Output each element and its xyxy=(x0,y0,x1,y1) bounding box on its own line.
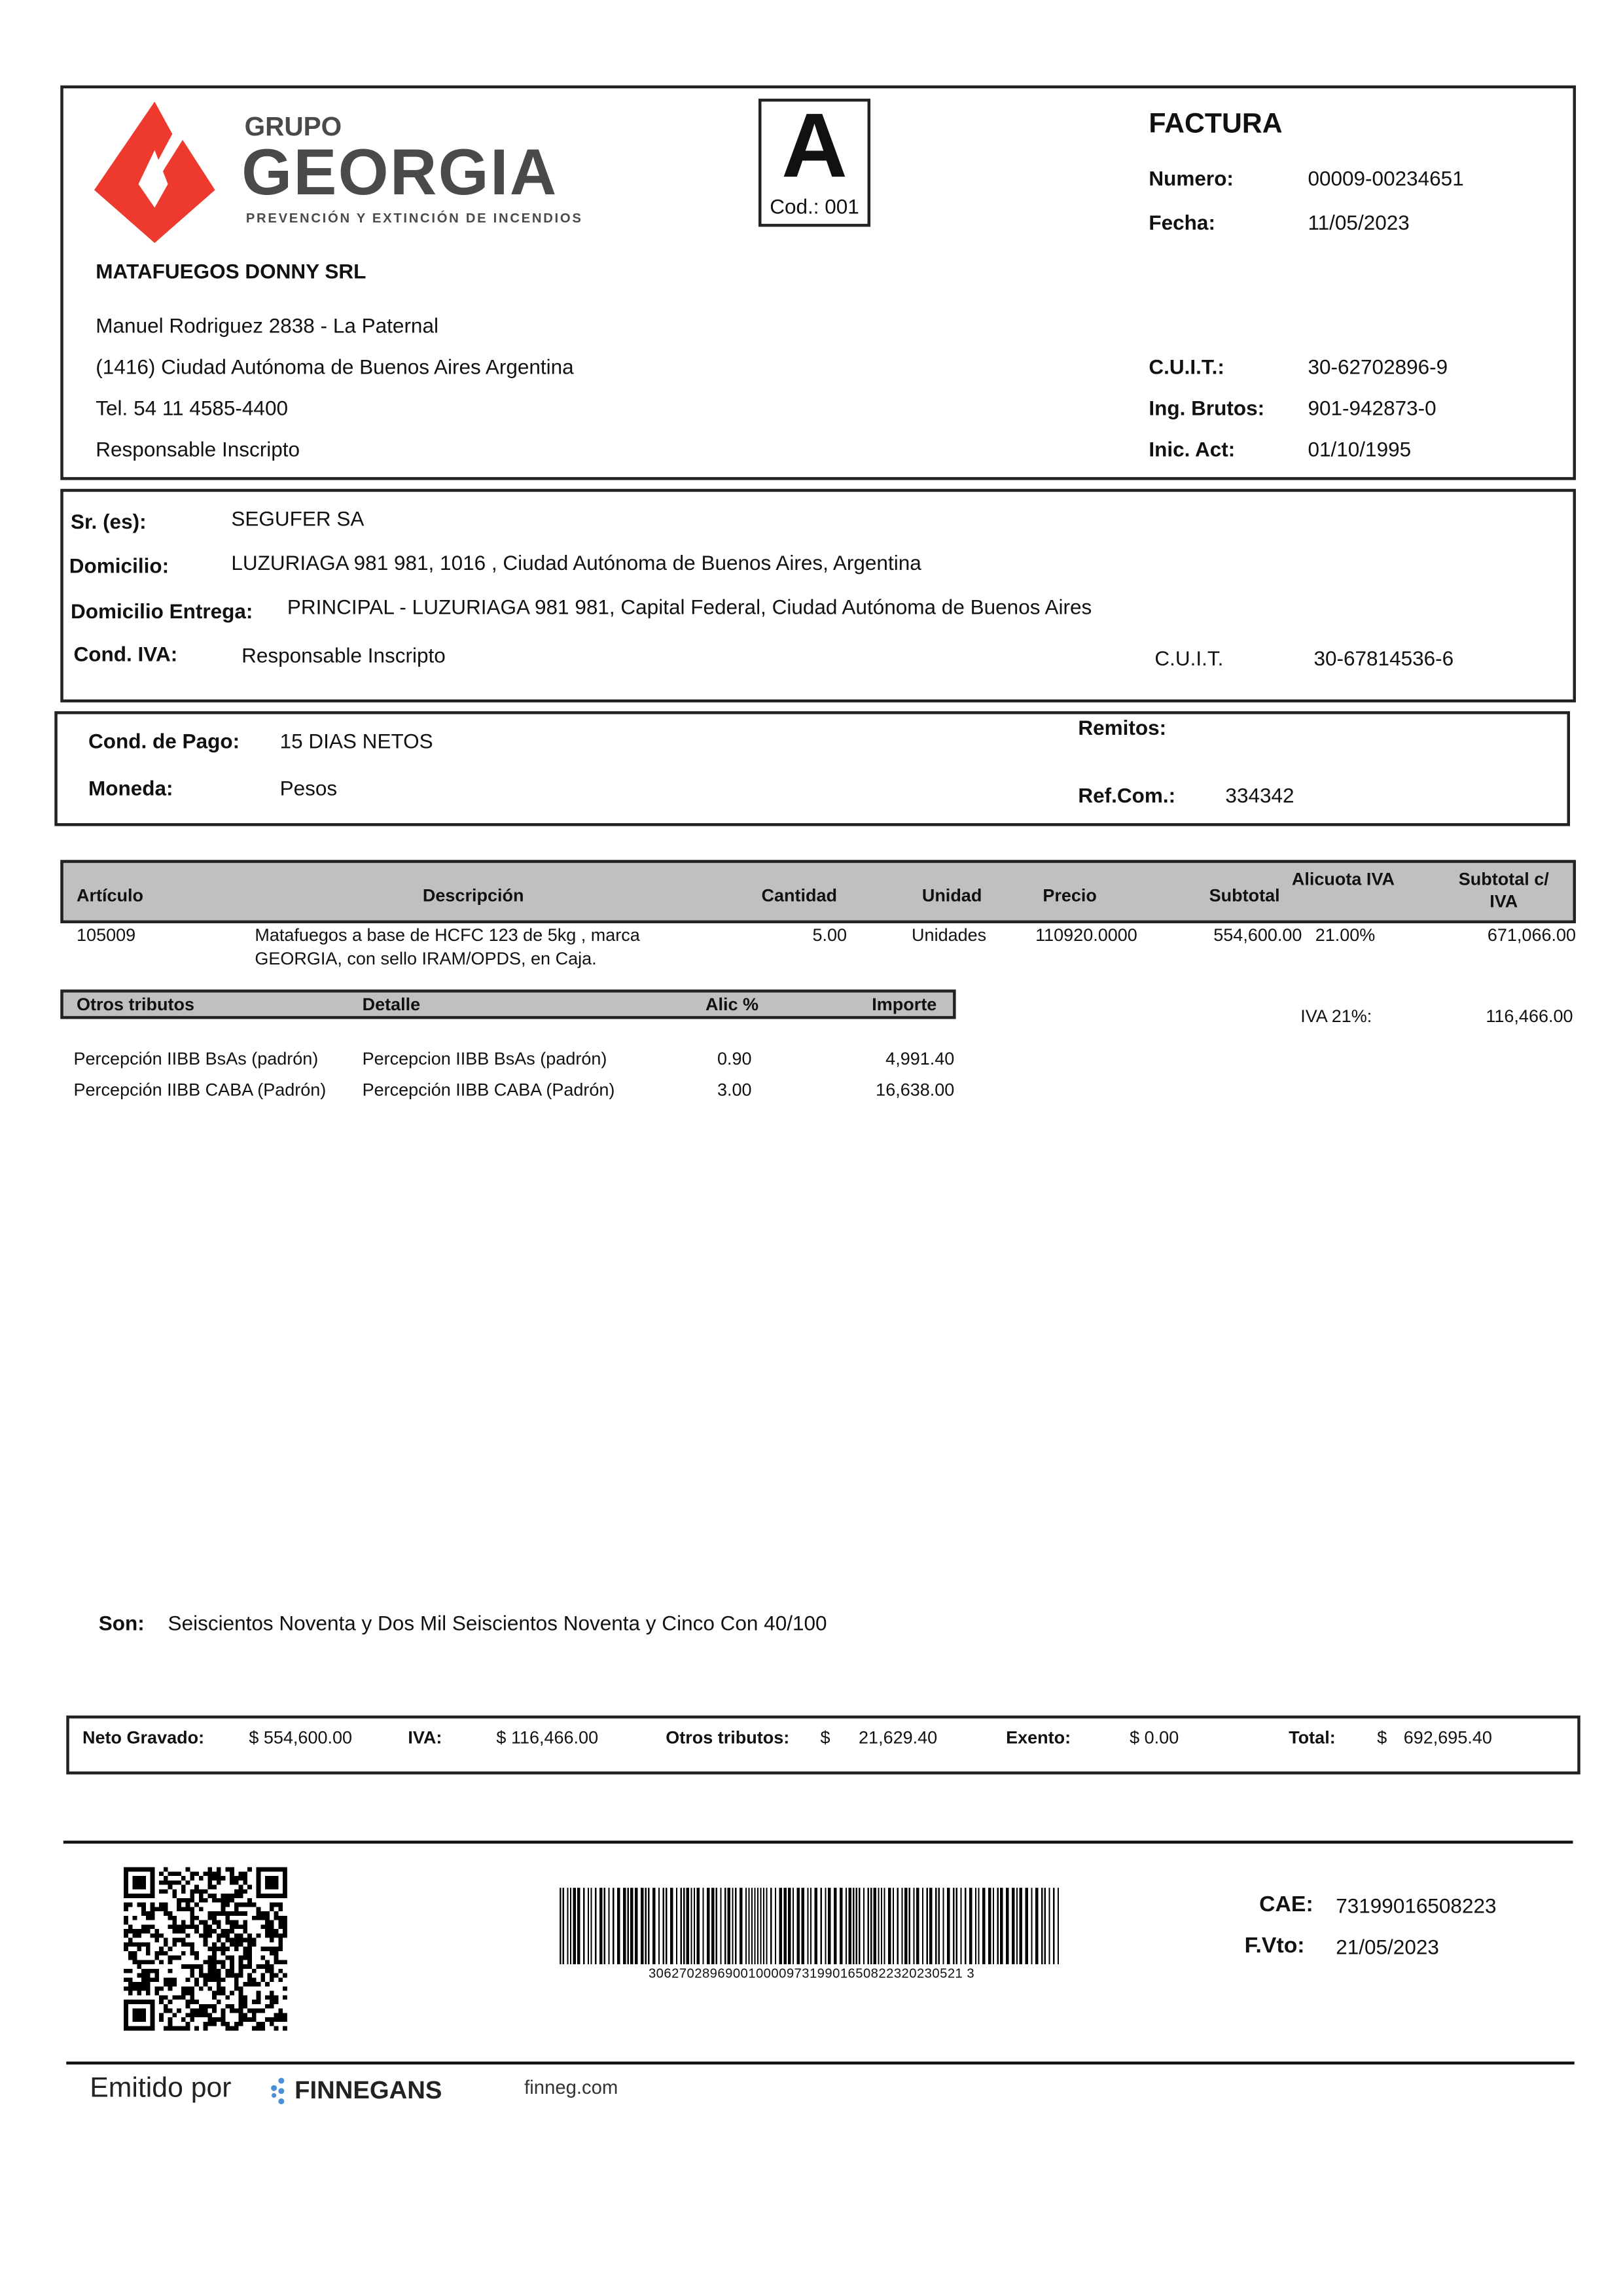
col-subtotal: Subtotal xyxy=(1209,885,1280,906)
item-unidad: Unidades xyxy=(912,925,987,945)
ing-brutos-value: 901-942873-0 xyxy=(1308,396,1436,420)
remitos-label: Remitos: xyxy=(1078,715,1167,739)
emitido-label: Emitido por xyxy=(90,2073,232,2104)
qr-code-icon xyxy=(124,1867,287,2031)
exento-value: $ 0.00 xyxy=(1130,1727,1179,1748)
sr-label: Sr. (es): xyxy=(71,509,147,533)
invoice-code: Cod.: 001 xyxy=(770,194,859,219)
iva-summary-value: 116,466.00 xyxy=(1486,1006,1573,1027)
logo-brand-name: GEORGIA xyxy=(241,137,558,209)
tax-detalle: Percepcion IIBB BsAs (padrón) xyxy=(362,1048,607,1069)
inic-act-label: Inic. Act: xyxy=(1149,437,1236,461)
item-alicuota: 21.00% xyxy=(1315,925,1376,945)
otros-label: Otros tributos: xyxy=(666,1727,790,1748)
son-label: Son: xyxy=(98,1611,145,1635)
item-descripcion-1: Matafuegos a base de HCFC 123 de 5kg , marca xyxy=(255,925,640,945)
moneda-value: Pesos xyxy=(279,776,338,800)
domicilio-value: LUZURIAGA 981 981, 1016 , Ciudad Autónoma de Buenos Aires, Argentina xyxy=(231,550,921,574)
cae-label: CAE: xyxy=(1259,1892,1313,1918)
tax-importe: 4,991.40 xyxy=(885,1048,955,1069)
otros-currency: $ xyxy=(820,1727,830,1748)
item-descripcion-2: GEORGIA, con sello IRAM/OPDS, en Caja. xyxy=(255,948,597,969)
col-unidad: Unidad xyxy=(921,885,982,906)
neto-label: Neto Gravado: xyxy=(82,1727,205,1748)
total-currency: $ xyxy=(1377,1727,1387,1748)
taxes-table-header xyxy=(60,989,955,1019)
finnegans-site-link[interactable]: finneg.com xyxy=(524,2076,618,2098)
col-cantidad: Cantidad xyxy=(761,885,838,906)
domicilio-label: Domicilio: xyxy=(69,554,169,578)
col-alicuota: Alicuota IVA xyxy=(1291,868,1395,890)
total-iva-label: IVA: xyxy=(408,1727,442,1748)
entrega-value: PRINCIPAL - LUZURIAGA 981 981, Capital Federal, Ciudad Autónoma de Buenos Aires xyxy=(287,595,1092,619)
tax-alic: 0.90 xyxy=(717,1048,752,1069)
inic-act-value: 01/10/1995 xyxy=(1308,437,1412,461)
cond-iva-label: Cond. IVA: xyxy=(73,642,178,666)
customer-cuit-label: C.U.I.T. xyxy=(1154,646,1224,670)
divider xyxy=(63,1841,1573,1844)
fecha-value: 11/05/2023 xyxy=(1308,210,1410,234)
finnegans-brand: FINNEGANS xyxy=(294,2076,442,2104)
divider xyxy=(66,2062,1575,2065)
issuer-tax-condition: Responsable Inscripto xyxy=(96,437,300,461)
col-importe: Importe xyxy=(872,994,937,1015)
col-subtotal-iva: Subtotal c/ IVA xyxy=(1458,868,1549,912)
total-value: 692,695.40 xyxy=(1403,1727,1492,1748)
cuit-label: C.U.I.T.: xyxy=(1149,355,1224,379)
item-cantidad: 5.00 xyxy=(812,925,847,945)
barcode-icon xyxy=(560,1888,1063,1964)
issuer-phone: Tel. 54 11 4585-4400 xyxy=(96,396,289,420)
entrega-label: Domicilio Entrega: xyxy=(71,599,253,623)
cae-value: 73199016508223 xyxy=(1336,1894,1497,1918)
col-precio: Precio xyxy=(1043,885,1097,906)
iva-summary-label: IVA 21%: xyxy=(1300,1006,1372,1027)
cuit-value: 30-62702896-9 xyxy=(1308,355,1448,379)
total-iva-value: $ 116,466.00 xyxy=(496,1727,599,1748)
neto-value: $ 554,600.00 xyxy=(249,1727,353,1748)
invoice-letter: A xyxy=(781,96,847,198)
item-articulo: 105009 xyxy=(77,925,136,945)
cond-iva-value: Responsable Inscripto xyxy=(241,643,446,667)
fecha-label: Fecha: xyxy=(1149,210,1215,234)
col-alic: Alic % xyxy=(705,994,759,1015)
issuer-city: (1416) Ciudad Autónoma de Buenos Aires Argentina xyxy=(96,355,574,379)
otros-value: 21,629.40 xyxy=(859,1727,938,1748)
invoice-title: FACTURA xyxy=(1149,109,1283,140)
finnegans-logo-icon xyxy=(268,2076,289,2106)
total-label: Total: xyxy=(1289,1727,1336,1748)
tax-alic: 3.00 xyxy=(717,1079,752,1101)
customer-cuit-value: 30-67814536-6 xyxy=(1313,646,1454,670)
sr-value: SEGUFER SA xyxy=(231,506,365,531)
issuer-name: MATAFUEGOS DONNY SRL xyxy=(96,259,366,283)
cond-pago-value: 15 DIAS NETOS xyxy=(279,728,433,753)
tax-importe: 16,638.00 xyxy=(876,1079,955,1101)
georgia-logo-icon xyxy=(92,101,219,243)
ref-label: Ref.Com.: xyxy=(1078,783,1176,807)
moneda-label: Moneda: xyxy=(88,776,173,800)
logo-brand-top: GRUPO xyxy=(244,112,342,142)
ref-value: 334342 xyxy=(1225,783,1294,807)
item-precio: 110920.0000 xyxy=(1035,925,1137,945)
item-subtotal-iva: 671,066.00 xyxy=(1487,925,1577,945)
logo-tagline: PREVENCIÓN Y EXTINCIÓN DE INCENDIOS xyxy=(245,210,583,226)
col-articulo: Artículo xyxy=(77,885,144,906)
item-subtotal: 554,600.00 xyxy=(1213,925,1302,945)
tax-detalle: Percepción IIBB CABA (Padrón) xyxy=(362,1079,615,1101)
col-otros-tributos: Otros tributos xyxy=(77,994,195,1015)
numero-value: 00009-00234651 xyxy=(1308,166,1464,190)
barcode-number: 30627028969001000097319901650822320230521 3 xyxy=(648,1966,975,1981)
col-detalle: Detalle xyxy=(362,994,421,1015)
vto-label: F.Vto: xyxy=(1244,1933,1305,1959)
numero-label: Numero: xyxy=(1149,166,1234,190)
col-descripcion: Descripción xyxy=(422,885,524,906)
invoice-type-box xyxy=(758,96,870,227)
issuer-address: Manuel Rodriguez 2838 - La Paternal xyxy=(96,313,438,338)
cond-pago-label: Cond. de Pago: xyxy=(88,728,240,753)
ing-brutos-label: Ing. Brutos: xyxy=(1149,396,1265,420)
tax-tributo: Percepción IIBB BsAs (padrón) xyxy=(73,1048,319,1069)
son-text: Seiscientos Noventa y Dos Mil Seiscientos Noventa y Cinco Con 40/100 xyxy=(168,1611,827,1635)
tax-tributo: Percepción IIBB CABA (Padrón) xyxy=(73,1079,327,1101)
exento-label: Exento: xyxy=(1006,1727,1071,1748)
vto-value: 21/05/2023 xyxy=(1336,1935,1439,1959)
